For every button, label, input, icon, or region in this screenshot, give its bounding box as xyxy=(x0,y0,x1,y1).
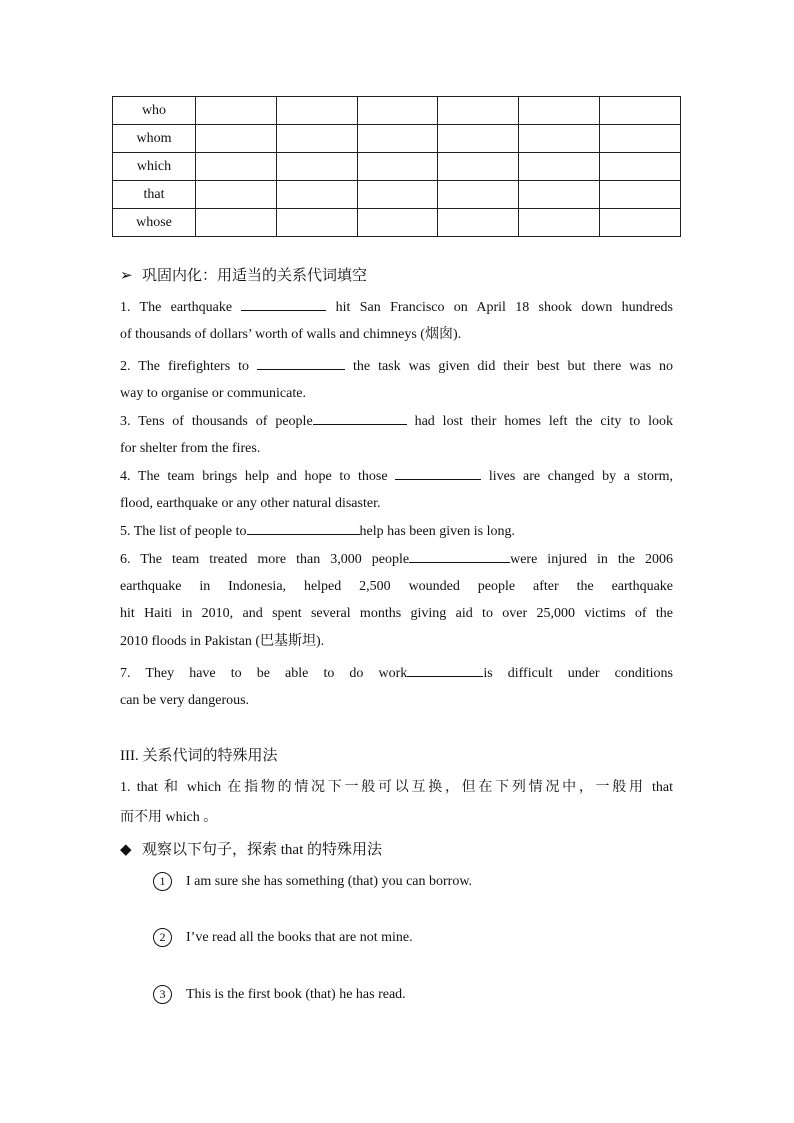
answer-cell[interactable] xyxy=(357,209,438,237)
answer-cell[interactable] xyxy=(196,209,277,237)
answer-cell[interactable] xyxy=(357,125,438,153)
pronoun-cell: which xyxy=(113,153,196,181)
answer-cell[interactable] xyxy=(438,181,519,209)
answer-blank[interactable] xyxy=(313,411,407,425)
answer-cell[interactable] xyxy=(600,153,681,181)
example-2: 2 I’ve read all the books that are not mine. xyxy=(153,927,413,949)
question-2: 2. The firefighters to the task was given did their best but there was no xyxy=(120,356,673,377)
answer-cell[interactable] xyxy=(196,97,277,125)
question-3-cont: for shelter from the fires. xyxy=(120,441,261,456)
answer-cell[interactable] xyxy=(519,153,600,181)
answer-cell[interactable] xyxy=(276,125,357,153)
observe-heading: ◆ 观察以下句子，探索 that 的特殊用法 xyxy=(120,842,382,858)
table-row xyxy=(113,181,681,209)
rule-1: 1. that 和 which 在指物的情况下一般可以互换，但在下列情况中，一般用 that xyxy=(120,780,673,795)
question-4-cont: flood, earthquake or any other natural disaster. xyxy=(120,496,381,511)
question-7: 7. They have to be able to do work is difficult under conditions xyxy=(120,663,673,684)
answer-cell[interactable] xyxy=(357,153,438,181)
pronoun-cell: whose xyxy=(113,209,196,237)
answer-cell[interactable] xyxy=(276,209,357,237)
rule-1-cont: 而不用 which 。 xyxy=(120,810,218,825)
answer-blank[interactable] xyxy=(241,297,326,311)
answer-cell[interactable] xyxy=(276,181,357,209)
diamond-bullet-icon: ◆ xyxy=(120,842,132,858)
question-1: 1. The earthquake hit San Francisco on April 18 shook down hundreds xyxy=(120,297,673,318)
pronoun-cell: who xyxy=(113,97,196,125)
table-row xyxy=(113,97,681,125)
answer-cell[interactable] xyxy=(357,97,438,125)
answer-blank[interactable] xyxy=(247,521,360,535)
table-row xyxy=(113,209,681,237)
question-6-cont-2: hit Haiti in 2010, and spent several months giving aid to over 25,000 victims of the xyxy=(120,606,673,621)
answer-cell[interactable] xyxy=(196,181,277,209)
question-5: 5. The list of people to help has been given is long. xyxy=(120,521,673,542)
answer-cell[interactable] xyxy=(438,97,519,125)
pronoun-cell: that xyxy=(113,181,196,209)
example-3: 3 This is the first book (that) he has read. xyxy=(153,984,406,1006)
answer-cell[interactable] xyxy=(438,209,519,237)
question-6: 6. The team treated more than 3,000 people were injured in the 2006 xyxy=(120,549,673,570)
arrow-bullet-icon: ➢ xyxy=(120,268,133,284)
answer-cell[interactable] xyxy=(276,153,357,181)
circled-number-icon: 2 xyxy=(153,928,172,947)
answer-cell[interactable] xyxy=(276,97,357,125)
answer-cell[interactable] xyxy=(519,125,600,153)
practice-heading: ➢ 巩固内化：用适当的关系代词填空 xyxy=(120,268,368,284)
answer-cell[interactable] xyxy=(196,153,277,181)
section-title: III. 关系代词的特殊用法 xyxy=(120,748,278,764)
table-row xyxy=(113,125,681,153)
answer-cell[interactable] xyxy=(600,125,681,153)
circled-number-icon: 3 xyxy=(153,985,172,1004)
answer-blank[interactable] xyxy=(407,663,483,677)
answer-blank[interactable] xyxy=(395,466,481,480)
table-row xyxy=(113,153,681,181)
answer-cell[interactable] xyxy=(519,181,600,209)
answer-blank[interactable] xyxy=(409,549,510,563)
relative-pronoun-table xyxy=(112,96,681,237)
example-1: 1 I am sure she has something (that) you can borrow. xyxy=(153,871,472,893)
question-6-cont-1: earthquake in Indonesia, helped 2,500 wounded people after the earthquake xyxy=(120,579,673,594)
answer-cell[interactable] xyxy=(519,209,600,237)
pronoun-cell: whom xyxy=(113,125,196,153)
answer-blank[interactable] xyxy=(257,356,345,370)
question-1-cont: of thousands of dollars’ worth of walls and chimneys (烟囱). xyxy=(120,327,462,342)
question-2-cont: way to organise or communicate. xyxy=(120,386,306,401)
answer-cell[interactable] xyxy=(438,125,519,153)
answer-cell[interactable] xyxy=(519,97,600,125)
answer-cell[interactable] xyxy=(357,181,438,209)
answer-cell[interactable] xyxy=(600,181,681,209)
question-3: 3. Tens of thousands of people had lost their homes left the city to look xyxy=(120,411,673,432)
question-4: 4. The team brings help and hope to those lives are changed by a storm, xyxy=(120,466,673,487)
answer-cell[interactable] xyxy=(600,209,681,237)
question-6-cont-3: 2010 floods in Pakistan (巴基斯坦). xyxy=(120,634,325,649)
answer-cell[interactable] xyxy=(600,97,681,125)
question-7-cont: can be very dangerous. xyxy=(120,693,250,708)
answer-cell[interactable] xyxy=(438,153,519,181)
circled-number-icon: 1 xyxy=(153,872,172,891)
answer-cell[interactable] xyxy=(196,125,277,153)
